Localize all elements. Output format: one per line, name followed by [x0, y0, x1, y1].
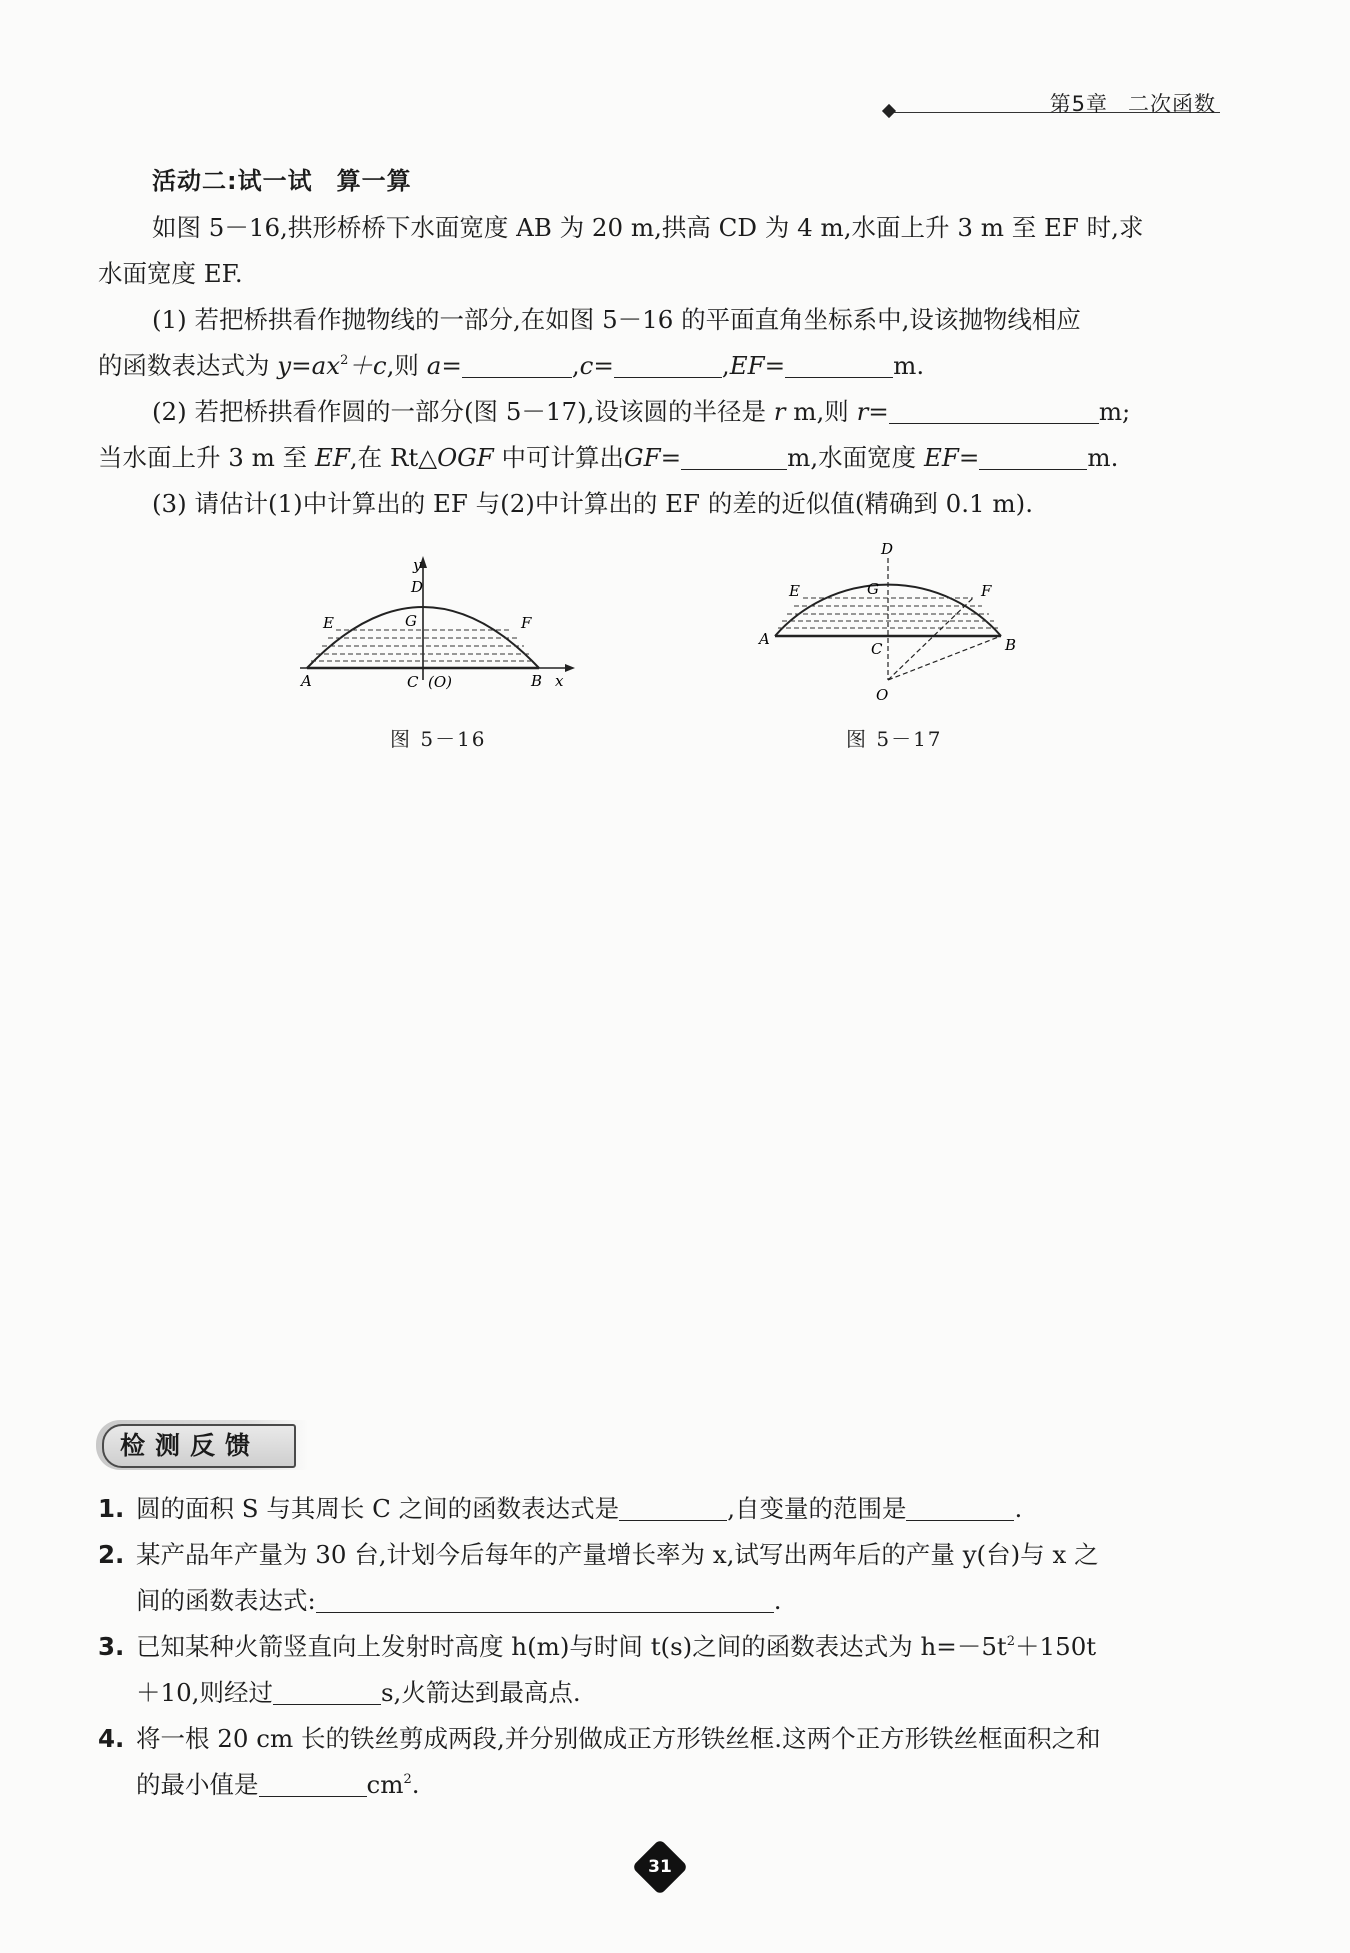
- question-2-line-2: [98, 435, 1118, 481]
- equals: =: [593, 351, 614, 380]
- question-continuation: [98, 1578, 1099, 1624]
- chapter-name: 二次函数: [1128, 92, 1216, 116]
- answer-blank-time[interactable]: [273, 1678, 381, 1705]
- punctuation: .: [773, 1586, 782, 1615]
- label-o: (O): [428, 673, 453, 691]
- intro-line-2: 水面宽度 EF.: [98, 259, 243, 288]
- label-f: F: [981, 582, 992, 600]
- answer-blank-function[interactable]: [619, 1494, 727, 1521]
- chapter-title: [1050, 88, 1216, 118]
- label-x: x: [555, 672, 564, 690]
- label-f: F: [521, 614, 532, 632]
- var-ef: EF: [314, 443, 350, 472]
- question-continuation: [98, 1762, 1101, 1808]
- question-number: 3.: [98, 1632, 125, 1661]
- label-g: G: [405, 612, 417, 630]
- activity-title: 活动二:试一试: [152, 167, 313, 195]
- label-o: O: [876, 686, 889, 704]
- comma: ,: [721, 351, 730, 380]
- text: 的函数表达式为: [98, 351, 278, 380]
- text: ,在 Rt△: [349, 443, 438, 472]
- label-a: A: [759, 630, 770, 648]
- section-badge-label: 检测反馈: [102, 1424, 296, 1468]
- exponent: 2: [403, 1772, 412, 1787]
- figure-5-16-caption: 图 5－16: [390, 727, 487, 751]
- answer-blank-ef[interactable]: [785, 351, 893, 378]
- equals: =: [660, 443, 682, 472]
- equals: =: [291, 351, 312, 380]
- activity-subtitle: 算一算: [336, 167, 412, 195]
- answer-blank-gf[interactable]: [681, 443, 787, 470]
- feedback-question-2: [98, 1532, 1099, 1624]
- triangle-ogf: OGF: [437, 443, 494, 472]
- line-of: [888, 598, 973, 680]
- text: 当水面上升 3 m 至: [98, 443, 315, 472]
- var-ef: EF: [729, 351, 765, 380]
- unit: m.: [893, 351, 925, 380]
- comma: ,: [571, 351, 580, 380]
- page-header: [884, 88, 1220, 118]
- equals: =: [764, 351, 786, 380]
- activity-heading: [152, 158, 412, 204]
- page-number: [640, 1847, 680, 1887]
- diamond-bullet-icon: [882, 104, 896, 118]
- question-text: 的最小值是: [136, 1770, 259, 1799]
- page-number-label: 31: [648, 1857, 672, 1877]
- label-d: D: [881, 540, 894, 558]
- question-text: 圆的面积 S 与其周长 C 之间的函数表达式是: [136, 1494, 620, 1523]
- question-text: s,火箭达到最高点.: [380, 1678, 581, 1707]
- text: ,则: [386, 351, 427, 380]
- var-gf: GF: [624, 443, 661, 472]
- intro-line-1: 如图 5－16,拱形桥桥下水面宽度 AB 为 20 m,拱高 CD 为 4 m,水面上升 3 m 至 EF 时,求: [152, 213, 1144, 242]
- answer-blank-c[interactable]: [614, 351, 722, 378]
- equals: =: [868, 397, 889, 426]
- question-number: 2.: [98, 1540, 125, 1569]
- question-text: 将一根 20 cm 长的铁丝剪成两段,并分别做成正方形铁丝框.这两个正方形铁丝框面积之和: [136, 1724, 1101, 1753]
- label-e: E: [789, 582, 800, 600]
- exponent: 2: [1006, 1634, 1016, 1649]
- question-1-line-2: [98, 343, 924, 389]
- text: (2) 若把桥拱看作圆的一部分(图 5－17),设该圆的半径是: [152, 397, 774, 426]
- text: m,水面宽度: [787, 443, 924, 472]
- answer-blank-domain[interactable]: [906, 1494, 1014, 1521]
- label-c: C: [871, 640, 883, 658]
- label-b: B: [1005, 636, 1017, 654]
- var-c: c: [579, 351, 594, 380]
- exponent: 2: [340, 353, 349, 368]
- question-2-line-1: [152, 389, 1130, 435]
- question-text: ,自变量的范围是: [727, 1494, 907, 1523]
- punctuation: .: [411, 1770, 420, 1799]
- answer-blank-expression[interactable]: [316, 1586, 774, 1613]
- question-3: (3) 请估计(1)中计算出的 EF 与(2)中计算出的 EF 的差的近似值(精确到 0.1 m).: [152, 489, 1033, 518]
- label-e: E: [323, 614, 334, 632]
- question-text: 某产品年产量为 30 台,计划今后每年的产量增长率为 x,试写出两年后的产量 y(台)与 x 之: [136, 1540, 1099, 1569]
- answer-blank-a[interactable]: [462, 351, 572, 378]
- answer-blank-ef-2[interactable]: [979, 443, 1087, 470]
- feedback-question-1: [98, 1486, 1022, 1532]
- text: 中可计算出: [493, 443, 625, 472]
- term-c: ＋c: [348, 351, 387, 380]
- punctuation: .: [1014, 1494, 1023, 1523]
- unit: m;: [1098, 397, 1131, 426]
- figure-5-17-circle-arc-diagram: [755, 540, 1045, 710]
- var-r: r: [856, 397, 869, 426]
- figure-5-16-parabola-diagram: [295, 548, 585, 698]
- var-y: y: [277, 351, 292, 380]
- var-a: a: [426, 351, 442, 380]
- equals: =: [958, 443, 980, 472]
- x-axis-arrow-icon: [565, 664, 575, 672]
- var-ef: EF: [923, 443, 959, 472]
- term-ax: ax: [311, 351, 341, 380]
- label-b: B: [531, 672, 543, 690]
- feedback-question-4: [98, 1716, 1101, 1808]
- label-c: C: [407, 673, 419, 691]
- text: m,则: [785, 397, 857, 426]
- label-g: G: [867, 580, 879, 598]
- label-a: A: [301, 672, 312, 690]
- unit: cm: [366, 1770, 404, 1799]
- var-r: r: [773, 397, 786, 426]
- question-text: ＋150t: [1015, 1632, 1097, 1661]
- unit: m.: [1087, 443, 1119, 472]
- question-text: 已知某种火箭竖直向上发射时高度 h(m)与时间 t(s)之间的函数表达式为 h=－5t: [136, 1632, 1007, 1661]
- line-ob: [888, 636, 1001, 680]
- question-number: 1.: [98, 1494, 125, 1523]
- answer-blank-area[interactable]: [259, 1770, 367, 1797]
- question-text: ＋10,则经过: [136, 1678, 273, 1707]
- feedback-question-3: [98, 1624, 1096, 1716]
- question-continuation: [98, 1670, 1096, 1716]
- label-d: D: [411, 578, 424, 596]
- label-y: y: [413, 556, 422, 574]
- answer-blank-r[interactable]: [889, 397, 1099, 424]
- question-number: 4.: [98, 1724, 125, 1753]
- question-1-line-1: (1) 若把桥拱看作抛物线的一部分,在如图 5－16 的平面直角坐标系中,设该抛物线相应: [152, 305, 1081, 334]
- section-badge: [96, 1420, 308, 1470]
- equals: =: [441, 351, 462, 380]
- question-text: 间的函数表达式:: [136, 1586, 316, 1615]
- chapter-number: 第5章: [1049, 92, 1108, 116]
- figure-5-17-caption: 图 5－17: [846, 727, 943, 751]
